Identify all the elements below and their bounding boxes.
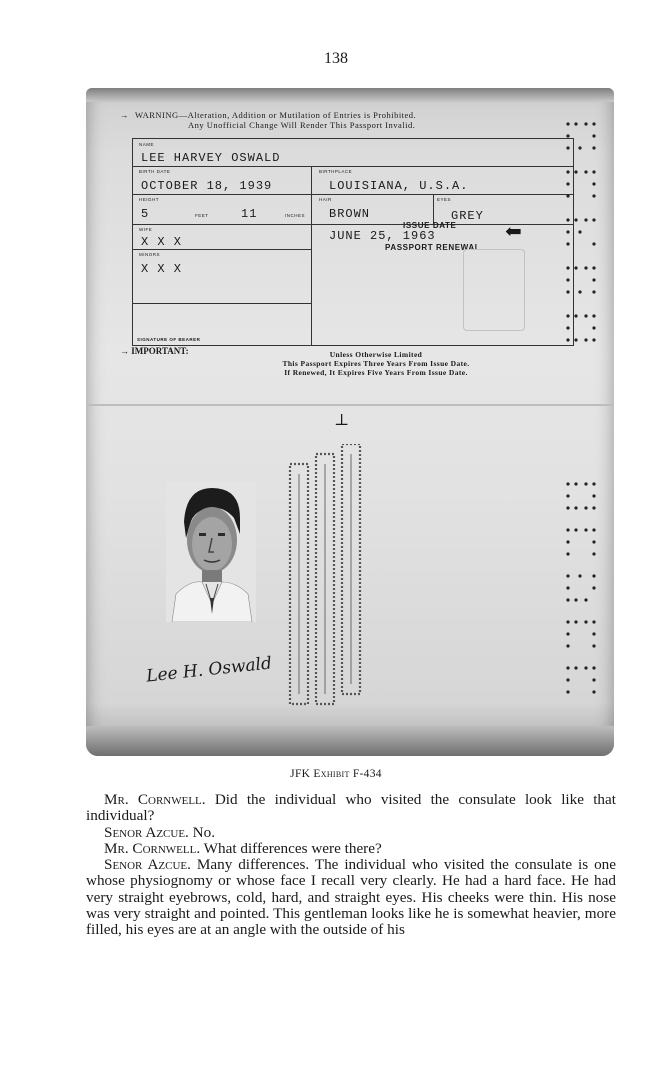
speaker-name: Senor Azcue. xyxy=(104,823,189,841)
form-divider xyxy=(311,166,312,345)
passport-warning xyxy=(120,110,416,130)
label-birth-date: BIRTH DATE xyxy=(139,169,171,174)
label-feet: FEET xyxy=(195,213,209,218)
label-inches: INCHES xyxy=(285,213,306,218)
perforated-passport-number-bottom xyxy=(560,476,600,708)
notice-line-1: Unless Otherwise Limited xyxy=(329,350,423,359)
bearer-signature: Lee H. Oswald xyxy=(145,653,273,687)
department-of-state-stamp xyxy=(284,444,374,714)
form-divider xyxy=(133,166,573,167)
arrow-left-icon: ⬅ xyxy=(505,221,522,243)
page-number: 138 xyxy=(324,50,348,67)
label-name: NAME xyxy=(139,142,155,147)
bearer-photo xyxy=(166,482,256,622)
t-mark: ⊥ xyxy=(334,412,350,429)
paragraph xyxy=(86,841,616,857)
label-eyes: EYES xyxy=(437,197,452,202)
passport-exhibit-image xyxy=(86,88,614,756)
hair-value: BROWN xyxy=(329,207,371,221)
paragraph xyxy=(86,792,616,825)
speaker-name: Mr. Cornwell. xyxy=(104,791,206,808)
passport-bottom-edge xyxy=(86,726,614,756)
caption-text: JFK Exhibit F-434 xyxy=(290,768,382,780)
issue-date-label: ISSUE DATE xyxy=(403,221,457,230)
warning-line-1: WARNING—Alteration, Addition or Mutilation of Entries is Prohibited. xyxy=(135,110,417,120)
paragraph xyxy=(86,857,616,938)
form-divider xyxy=(433,194,434,224)
exhibit-caption xyxy=(0,768,672,780)
paragraph-text: What differences were there? xyxy=(200,839,382,857)
passport-data-form xyxy=(132,138,574,346)
paragraph xyxy=(86,825,616,841)
important-label xyxy=(120,346,189,356)
label-birthplace: BIRTHPLACE xyxy=(319,169,353,174)
testimony-text xyxy=(86,792,616,939)
paragraph-text: Did the individual who visited the consulate look like that individual? xyxy=(86,791,616,825)
issue-date-value: JUNE 25, 1963 xyxy=(329,229,436,243)
important-text: IMPORTANT: xyxy=(131,346,189,356)
speaker-name: Senor Azcue. xyxy=(104,856,191,874)
minors-value: X X X xyxy=(141,262,183,276)
page-fold xyxy=(86,404,614,406)
notice-line-2: This Passport Expires Three Years From Issue Date. xyxy=(282,359,470,368)
perforated-passport-number-top xyxy=(560,116,600,352)
warning-line-2: Any Unofficial Change Will Render This Passport Invalid. xyxy=(188,120,416,130)
label-signature-of-bearer: SIGNATURE OF BEARER xyxy=(137,337,201,342)
speaker-name: Mr. Cornwell. xyxy=(104,839,201,857)
birthplace-value: LOUISIANA, U.S.A. xyxy=(329,179,469,193)
paragraph-text: Many differences. The individual who visited the consulate is one whose physiognomy or whose face I recall very clearly. He had a hard face. He had very straight eyebrows, cold, hard, and straight eyes. His cheeks were thin. His nose was very straight and pointed. This gentleman looks like he is somewhat heavier, more filled, his eyes are at an angle with the outside of his xyxy=(86,856,616,939)
expiry-notice xyxy=(226,350,526,377)
form-divider xyxy=(133,303,311,304)
notice-line-3: If Renewed, It Expires Five Years From Issue Date. xyxy=(284,368,468,377)
label-hair: HAIR xyxy=(319,197,332,202)
label-height: HEIGHT xyxy=(139,197,160,202)
label-minors: MINORS xyxy=(139,252,160,257)
form-divider xyxy=(133,249,311,250)
height-feet-value: 5 xyxy=(141,207,150,221)
passport-renewal: PASSPORT RENEWAL xyxy=(385,243,481,252)
name-value: LEE HARVEY OSWALD xyxy=(141,151,281,165)
wife-value: X X X xyxy=(141,235,183,249)
form-divider xyxy=(133,194,573,195)
faded-stamp-outline xyxy=(463,249,525,331)
birth-date-value: OCTOBER 18, 1939 xyxy=(141,179,273,193)
eyes-value: GREY xyxy=(451,209,484,223)
paragraph-text: No. xyxy=(188,823,215,841)
arrow-right-icon: → xyxy=(120,110,129,120)
arrow-right-icon: → xyxy=(120,346,129,356)
height-inches-value: 11 xyxy=(241,207,258,221)
passport-top-edge xyxy=(86,88,614,102)
label-wife: WIFE xyxy=(139,227,153,232)
